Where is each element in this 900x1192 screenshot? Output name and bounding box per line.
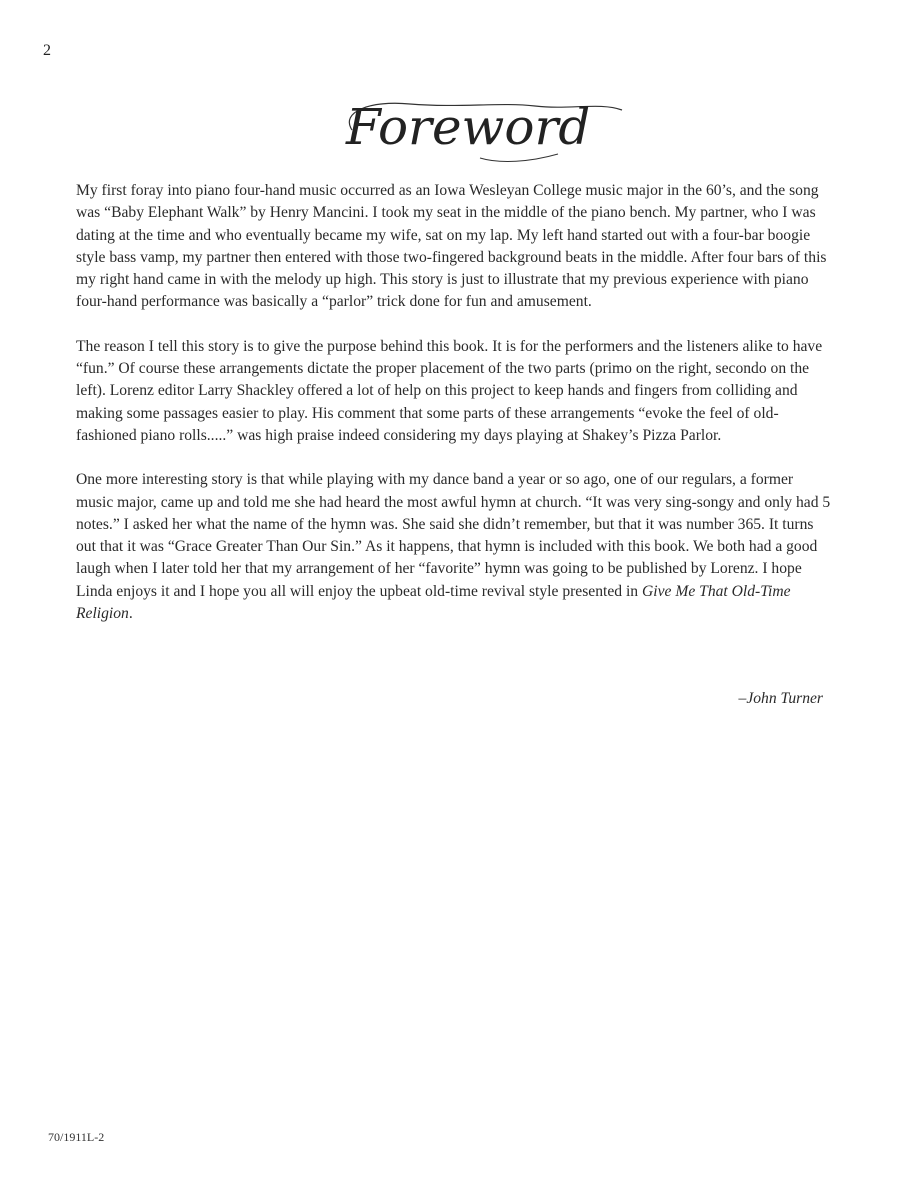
foreword-title-block xyxy=(330,92,630,172)
paragraph-2: The reason I tell this story is to give the purpose behind this book. It is for the performers and the listeners alike to have “fun.” Of course these arrangements dictate the proper placement of the two parts (primo on the right, secondo on the left). Lorenz editor Larry Shackley offered a lot of help on this project to keep hands and fingers from colliding and making some passages easier to play. His comment that some parts of these arrangements “evoke the feel of old-fashioned piano rolls.....” was high praise indeed considering my days playing at Shakey’s Pizza Parlor. xyxy=(76,337,823,444)
page-title: Foreword xyxy=(346,98,591,156)
paragraph-1: My first foray into piano four-hand music occurred as an Iowa Wesleyan College music major in the 60’s, and the song was “Baby Elephant Walk” by Henry Mancini. I took my seat in the middle of the piano bench. My partner, who I was dating at the time and who eventually became my wife, sat on my lap. My left hand started out with a four-bar boogie style bass vamp, my partner then entered with those two-fingered background beats in the middle. After four bars of this my right hand came in with the melody up high. This story is just to illustrate that my previous experience with piano four-hand performance was basically a “parlor” trick done for fun and amusement. xyxy=(76,182,827,311)
paragraph-3 xyxy=(76,469,831,625)
paragraph-3-text: One more interesting story is that while playing with my dance band a year or so ago, one of our regulars, a former music major, came up and told me she had heard the most awful hymn at church. “It was very sing-songy and only had 5 notes.” I asked her what the name of the hymn was. She said she didn’t remember, but that it was number 365. It turns out that it was “Grace Greater Than Our Sin.” As it happens, that hymn is included with this book. We both had a good laugh when I later told her that my arrangement of her “favorite” hymn was going to be published by Lorenz. I hope Linda enjoys it and I hope you all will enjoy the upbeat old-time revival style presented in xyxy=(76,471,831,600)
page-number: 2 xyxy=(43,42,51,59)
paragraph-3-end: . xyxy=(128,605,133,623)
author-signature: –John Turner xyxy=(738,690,823,707)
book-title: Give Me That Old-Time Religion xyxy=(76,582,791,623)
foreword-body xyxy=(76,180,831,647)
catalog-code: 70/1911L-2 xyxy=(48,1130,105,1144)
